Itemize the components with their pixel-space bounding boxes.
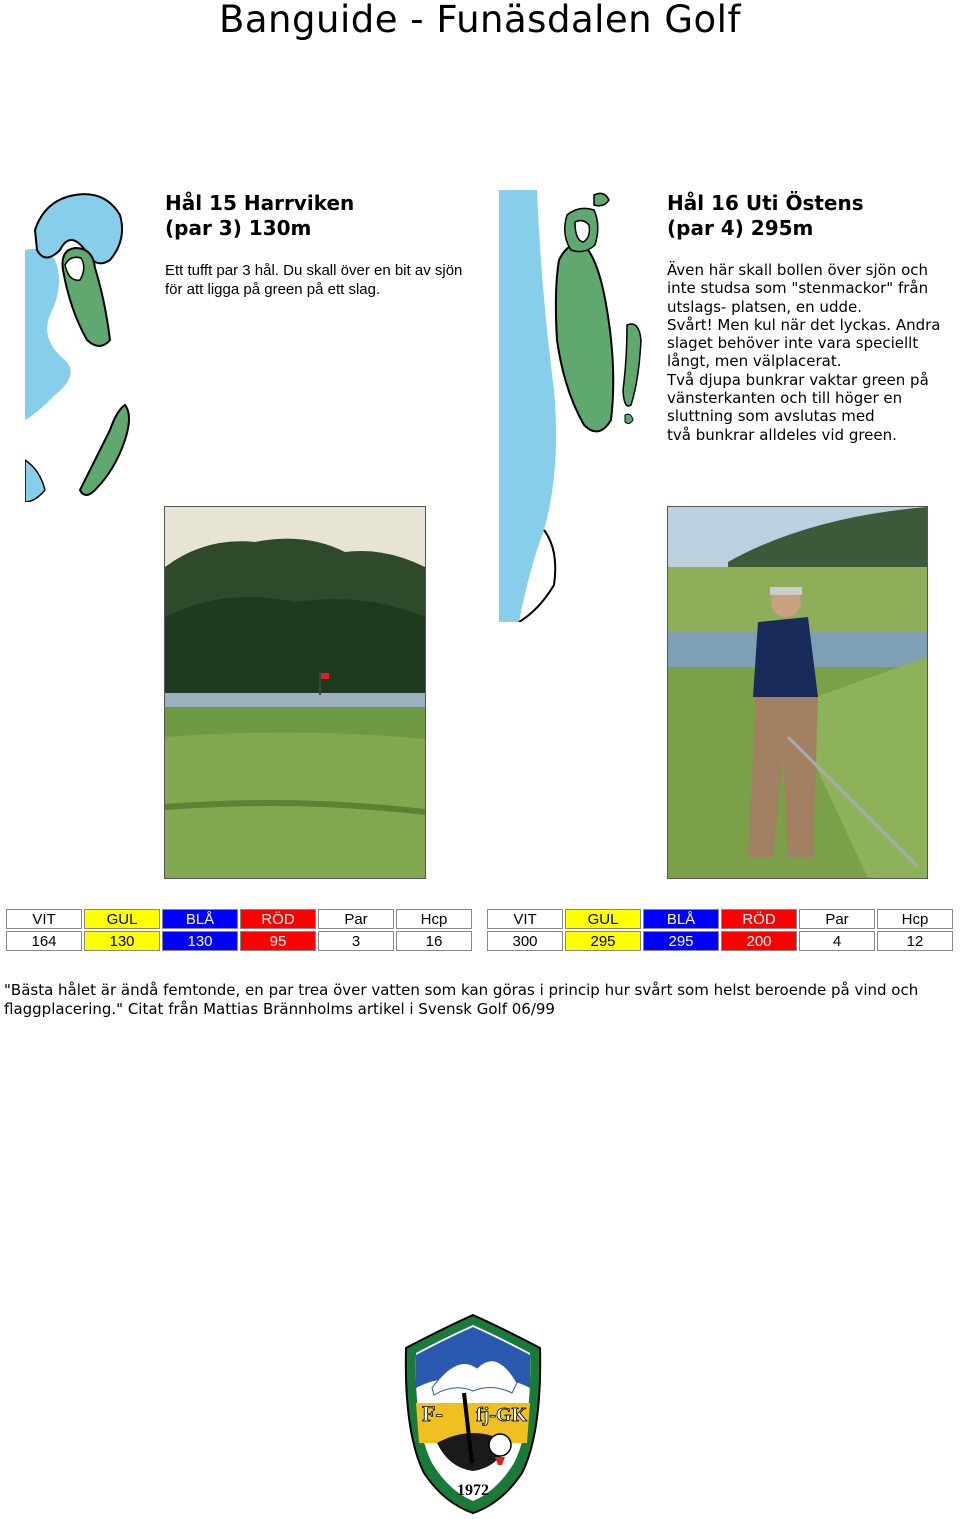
hole-15-par-length: (par 3) 130m (165, 216, 312, 240)
tee-bla-header: BLÅ (643, 909, 719, 929)
hole-16-description-line: sluttning som avslutas med (667, 407, 875, 426)
hole-15-title: Hål 15 Harrviken (165, 191, 355, 215)
hole-16-description-line: två bunkrar alldeles vid green. (667, 425, 897, 444)
scorecard-header-row (487, 909, 953, 929)
hole-16-description (667, 261, 960, 444)
hole-16-description-line: utslags- platsen, en udde. (667, 297, 862, 316)
par-header: Par (799, 909, 875, 929)
hole-16-description-line: Även här skall bollen över sjön och (667, 261, 929, 279)
hole-15-heading (165, 191, 485, 241)
page-title: Banguide - Funäsdalen Golf (219, 0, 741, 41)
par-value: 4 (799, 931, 875, 951)
tee-gul-value: 295 (565, 931, 641, 951)
tee-rod-header: RÖD (721, 909, 797, 929)
hole-16-description-line: långt, men välplacerat. (667, 352, 842, 371)
hole-16-heading (667, 191, 957, 241)
club-logo (402, 1313, 544, 1515)
tee-vit-header: VIT (487, 909, 563, 929)
scorecard-header-row (6, 909, 472, 929)
hole-15-photo (164, 506, 426, 879)
hole-16-description-line: slaget behöver inte vara speciellt (667, 334, 919, 353)
tee-vit-header: VIT (6, 909, 82, 929)
tee-vit-value: 300 (487, 931, 563, 951)
tee-gul-value: 130 (84, 931, 160, 951)
tee-bla-value: 295 (643, 931, 719, 951)
hole-16-description-line: inte studsa som "stenmackor" från (667, 279, 929, 298)
hole-15-course-map (25, 190, 137, 502)
hcp-value: 16 (396, 931, 472, 951)
tee-bla-header: BLÅ (162, 909, 238, 929)
hcp-header: Hcp (396, 909, 472, 929)
hcp-value: 12 (877, 931, 953, 951)
hole-15-description: Ett tufft par 3 hål. Du skall över en bit av sjön för att ligga på green på ett slag. (165, 262, 463, 298)
logo-year: 1972 (457, 1482, 489, 1499)
hole-15-photo-drawing (165, 507, 425, 878)
tee-vit-value: 164 (6, 931, 82, 951)
logo-text-right: fj-GK (476, 1404, 528, 1426)
scorecard-value-row (6, 931, 472, 951)
logo-text-left: F- (422, 1401, 443, 1426)
tee-bla-value: 130 (162, 931, 238, 951)
hole-16-course-map (499, 190, 649, 622)
hole-15-scorecard (4, 907, 474, 953)
hole-16-map-drawing (499, 190, 649, 622)
hole-16-description-line: vänsterkanten och till höger en (667, 389, 903, 408)
tee-rod-header: RÖD (240, 909, 316, 929)
club-logo-shield (402, 1313, 544, 1515)
hole-15-map-drawing (25, 190, 137, 502)
tee-rod-value: 200 (721, 931, 797, 951)
hcp-header: Hcp (877, 909, 953, 929)
hole-16-photo (667, 506, 928, 879)
hole-16-description-line: Två djupa bunkrar vaktar green på (667, 370, 929, 389)
par-value: 3 (318, 931, 394, 951)
hole-16-description-line: Svårt! Men kul när det lyckas. Andra (667, 315, 941, 334)
hole-16-par-length: (par 4) 295m (667, 216, 814, 240)
scorecard-value-row (487, 931, 953, 951)
hole-16-title: Hål 16 Uti Östens (667, 191, 864, 215)
tee-gul-header: GUL (565, 909, 641, 929)
tee-rod-value: 95 (240, 931, 316, 951)
tee-gul-header: GUL (84, 909, 160, 929)
hole-16-photo-drawing (668, 507, 927, 878)
par-header: Par (318, 909, 394, 929)
article-quote: "Bästa hålet är ändå femtonde, en par trea över vatten som kan göras i princip hur svårt som helst beroende på vind och flaggplacering." Citat från Mattias Brännholms artikel i Svensk Golf 06/99 (4, 981, 919, 1018)
hole-16-scorecard (485, 907, 955, 953)
